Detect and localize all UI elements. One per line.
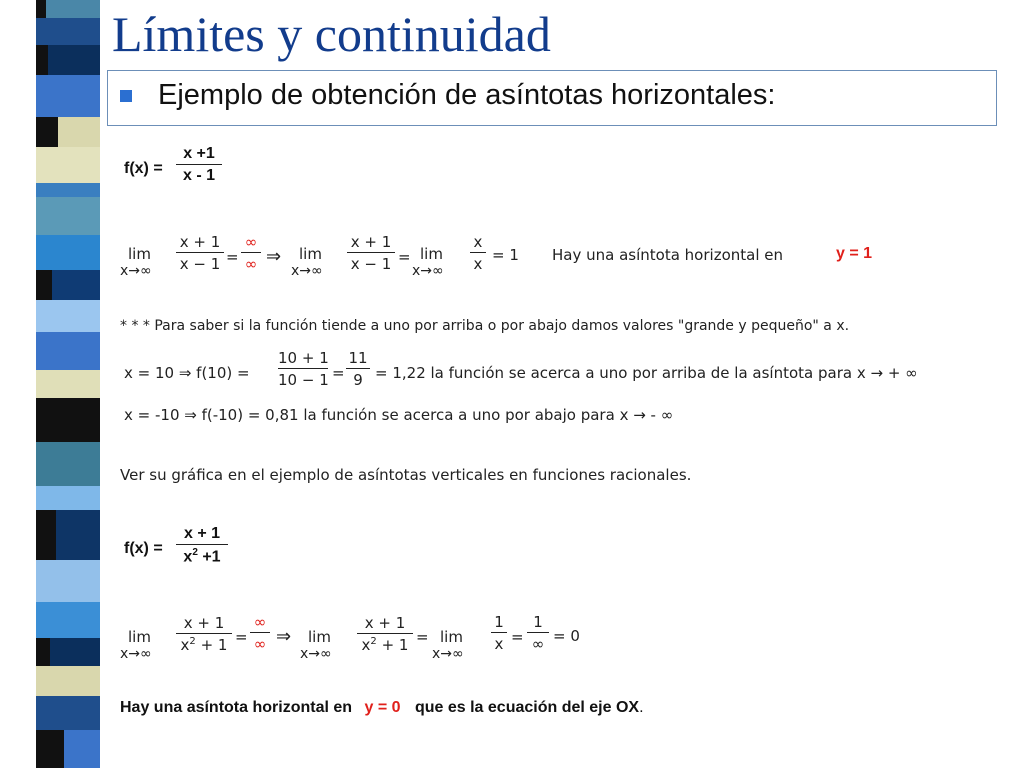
stripe-band [36, 300, 100, 332]
slide-title: Límites y continuidad [112, 6, 551, 62]
stripe-band [36, 560, 100, 602]
ex2-function-numerator: x + 1 [183, 525, 221, 542]
ex1-limit-2: lim x→∞ [291, 245, 323, 279]
ex2-one-over-infinity: 1 ∞ [527, 613, 549, 653]
ex2-limit-2: lim x→∞ [300, 628, 332, 662]
ex1-conclusion-value: y = 1 [836, 245, 873, 262]
ex1-x-over-x: x x [470, 233, 486, 273]
ex1-row1-result: = 1,22 la función se acerca a uno por arriba de la asíntota para x → + ∞ [375, 364, 918, 382]
ex2-one-over-x: 1 x [491, 613, 507, 653]
ex2-eq-2: = [416, 628, 429, 646]
stripe-block [36, 270, 52, 300]
stripe-block [36, 0, 46, 18]
ex1-implies-1: ⇒ [266, 246, 282, 267]
stripe-block [36, 117, 58, 147]
ex1-infinity-fraction: ∞ ∞ [241, 233, 261, 273]
ex2-function-denominator: $x^2 +1$ [183, 547, 221, 566]
stripe-band [36, 696, 100, 730]
ex1-eq-2: = [398, 248, 411, 266]
ex2-limit-3: lim x→∞ [432, 628, 464, 662]
decorative-stripe-bar [36, 0, 100, 768]
stripe-block [36, 45, 48, 75]
stripe-band [36, 486, 100, 510]
stripe-band [36, 370, 100, 398]
ex1-reference: Ver su gráfica en el ejemplo de asíntotas verticales en funciones racionales. [120, 466, 692, 484]
bullet-text: Ejemplo de obtención de asíntotas horizontales: [158, 79, 776, 111]
stripe-block [36, 730, 64, 768]
ex1-equals-one: = 1 [492, 246, 519, 264]
ex1-note: * * * Para saber si la función tiende a uno por arriba o por abajo damos valores "grande y pequeño" a x. [120, 318, 850, 334]
ex1-function-denominator: x - 1 [182, 167, 215, 184]
ex1-row1-fraction-1: 10 + 1 10 − 1 [278, 349, 329, 389]
ex1-function-label: f(x) = [124, 160, 163, 177]
ex1-row1-eq: = [332, 364, 345, 382]
ex1-conclusion-text: Hay una asíntota horizontal en [552, 246, 783, 264]
ex2-equals-zero: = 0 [553, 627, 580, 645]
ex2-limit-1-fraction: x + 1 $x^2 + 1$ [176, 614, 232, 654]
ex2-conclusion-text: Hay una asíntota horizontal en [120, 699, 353, 716]
stripe-band [36, 666, 100, 696]
ex2-eq-1: = [235, 628, 248, 646]
stripe-band [36, 147, 100, 183]
ex1-function-numerator: x +1 [183, 145, 215, 162]
stripe-band [36, 197, 100, 235]
ex2-limit-2-fraction: x + 1 $x^2 + 1$ [357, 614, 413, 654]
stripe-band [36, 442, 100, 486]
ex1-row1-prefix: x = 10 ⇒ f(10) = [124, 364, 250, 382]
ex2-function-label: f(x) = [124, 540, 163, 557]
bullet-square-icon [120, 90, 132, 102]
stripe-block [36, 398, 66, 442]
ex1-limit-1: lim x→∞ [120, 245, 152, 279]
ex2-conclusion-value: y = 0 [364, 699, 401, 716]
stripe-band [36, 18, 100, 45]
ex1-limit-3: lim x→∞ [412, 245, 444, 279]
ex2-eq-3: = [511, 628, 524, 646]
stripe-band [36, 75, 100, 117]
stripe-band [36, 332, 100, 370]
stripe-band [36, 235, 100, 270]
ex1-row1-fraction-2: 11 9 [346, 349, 370, 389]
stripe-band [36, 183, 100, 197]
bullet-box [107, 70, 997, 126]
ex2-function-fraction [176, 525, 228, 566]
ex1-row2: x = -10 ⇒ f(-10) = 0,81 la función se acerca a uno por abajo para x → - ∞ [124, 406, 674, 424]
ex2-limit-1: lim x→∞ [120, 628, 152, 662]
ex1-limit-2-fraction: x + 1 x − 1 [347, 233, 395, 273]
ex2-conclusion: Hay una asíntota horizontal en y = 0 que es la ecuación del eje OX. [120, 699, 644, 716]
ex1-function-fraction [176, 145, 222, 185]
ex2-conclusion-axis: que es la ecuación del eje OX [414, 699, 640, 716]
stripe-block [36, 638, 50, 666]
ex1-eq-1: = [226, 248, 239, 266]
ex2-infinity-fraction: ∞ ∞ [250, 613, 270, 653]
stripe-band [36, 602, 100, 638]
stripe-block [36, 510, 56, 560]
ex2-implies: ⇒ [276, 626, 292, 647]
ex1-limit-1-fraction: x + 1 x − 1 [176, 233, 224, 273]
